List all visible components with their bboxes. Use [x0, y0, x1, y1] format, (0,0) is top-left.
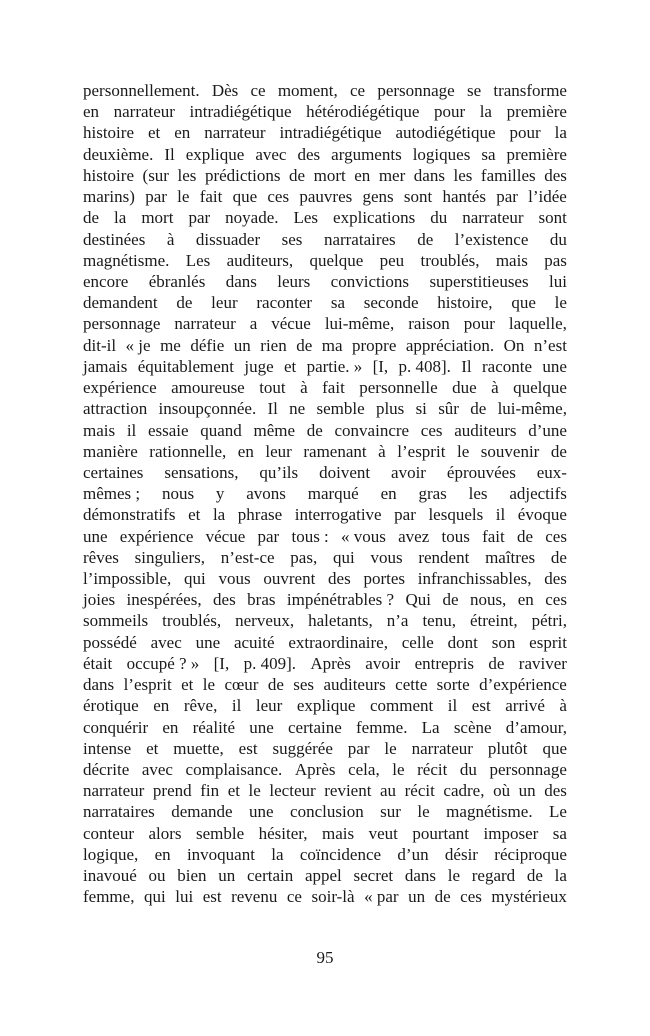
page-number: 95 — [316, 948, 334, 967]
text-line: possédé avec une acuité extraordinaire, celle dont son esprit — [83, 632, 567, 652]
text-line: jamais équitablement juge et partie. » [I, p. 408]. Il raconte une — [83, 356, 567, 376]
text-line: érotique en rêve, il leur explique comment il est arrivé à — [83, 696, 567, 716]
text-line: personnellement. Dès ce moment, ce personnage se transforme — [83, 81, 567, 100]
text-line: destinées à dissuader ses narrataires de l’existence du — [83, 229, 567, 249]
text-line: conquérir en réalité une certaine femme. La scène d’amour, — [83, 717, 567, 737]
text-line: personnage narrateur a vécue lui-même, raison pour laquelle, — [83, 314, 567, 334]
text-line: dit-il « je me défie un rien de ma propre appréciation. On n’est — [83, 335, 567, 355]
text-line: mêmes ; nous y avons marqué en gras les adjectifs — [83, 484, 567, 504]
text-line: dans l’esprit et le cœur de ses auditeurs cette sorte d’expérience — [83, 675, 567, 695]
text-line: mais il essaie quand même de convaincre ces auditeurs d’une — [83, 420, 567, 440]
text-line: en narrateur intradiégétique hétérodiégétique pour la première — [83, 102, 567, 122]
text-line: inavoué ou bien un certain appel secret dans le regard de la — [83, 866, 567, 886]
text-line: l’impossible, qui vous ouvrent des portes infranchissables, des — [83, 569, 567, 589]
text-line: histoire et en narrateur intradiégétique autodiégétique pour la — [83, 123, 567, 143]
text-line: décrite avec complaisance. Après cela, le récit du personnage — [83, 760, 567, 779]
text-line: demandent de leur raconter sa seconde histoire, que le — [83, 293, 567, 313]
text-line: conteur alors semble hésiter, mais veut pourtant imposer sa — [83, 823, 567, 843]
text-line: magnétisme. Les auditeurs, quelque peu troublés, mais pas — [83, 250, 567, 270]
text-line: marins) par le fait que ces pauvres gens sont hantés par l’idée — [83, 187, 567, 207]
text-line: manière rationnelle, en leur ramenant à l’esprit le souvenir de — [83, 441, 567, 461]
body-text — [83, 80, 567, 908]
text-line: sommeils troublés, nerveux, haletants, n’a tenu, étreint, pétri, — [83, 611, 567, 631]
text-line: attraction insoupçonnée. Il ne semble plus si sûr de lui-même, — [83, 399, 567, 419]
text-line: narrataires demande une conclusion sur le magnétisme. Le — [83, 802, 567, 822]
text-line: deuxième. Il explique avec des arguments logiques sa première — [83, 144, 567, 164]
text-line: une expérience vécue par tous : « vous avez tous fait de ces — [83, 526, 567, 546]
text-line: narrateur prend fin et le lecteur revient au récit cadre, où un des — [83, 781, 567, 801]
text-line: logique, en invoquant la coïncidence d’un désir réciproque — [83, 844, 567, 864]
text-line: expérience amoureuse tout à fait personnelle due à quelque — [83, 378, 567, 398]
text-line: encore ébranlés dans leurs convictions superstitieuses lui — [83, 271, 567, 291]
text-line: rêves singuliers, n’est-ce pas, qui vous rendent maîtres de — [83, 547, 567, 567]
text-line: histoire (sur les prédictions de mort en mer dans les familles des — [83, 165, 567, 185]
text-line: femme, qui lui est revenu ce soir-là « par un de ces mystérieux — [83, 887, 567, 907]
text-line: démonstratifs et la phrase interrogative par lesquels il évoque — [83, 505, 567, 525]
text-line: joies inespérées, des bras impénétrables ? Qui de nous, en ces — [83, 590, 567, 610]
text-line: était occupé ? » [I, p. 409]. Après avoir entrepris de raviver — [83, 653, 567, 673]
text-line: de la mort par noyade. Les explications du narrateur sont — [83, 208, 567, 228]
text-line: certaines sensations, qu’ils doivent avoir éprouvées eux- — [83, 462, 567, 482]
text-line: intense et muette, est suggérée par le narrateur plutôt que — [83, 738, 567, 758]
